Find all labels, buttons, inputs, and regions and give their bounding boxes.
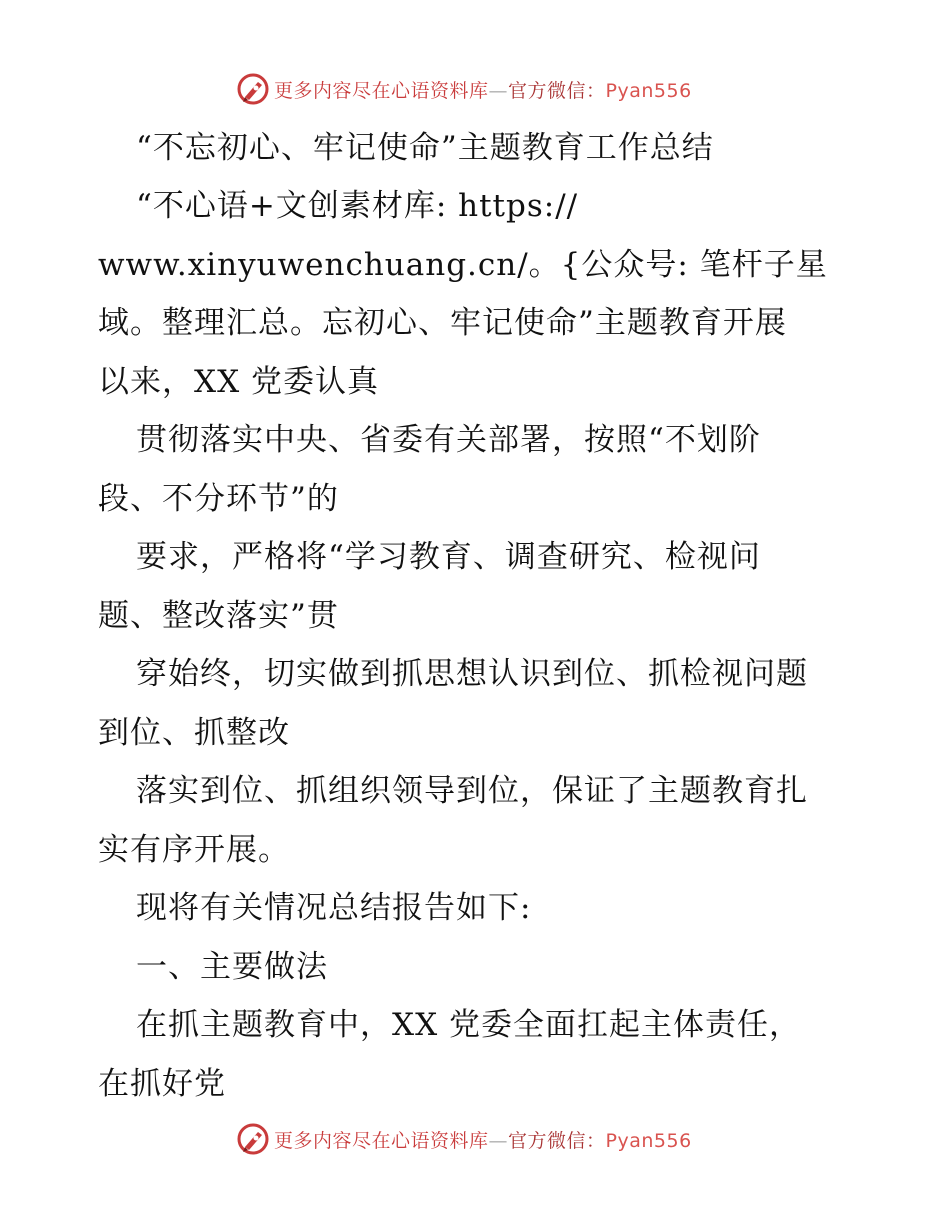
text-line: “不心语+文创素材库: https:// xyxy=(136,188,579,224)
pen-logo-icon xyxy=(236,1122,270,1156)
text-line: 域。整理汇总。忘初心、牢记使命”主题教育开展 xyxy=(98,305,787,341)
watermark-wechat-label: 官方微信： xyxy=(508,1129,606,1152)
watermark-wechat-id: Pyan556 xyxy=(605,1129,692,1152)
text-line: 实有序开展。 xyxy=(98,832,290,868)
text-line: 落实到位、抓组织领导到位，保证了主题教育扎 xyxy=(136,773,808,809)
watermark-banner-top xyxy=(236,71,692,107)
text-line: 在抓好党 xyxy=(98,1066,226,1102)
pen-logo-icon xyxy=(236,72,270,106)
text-line: 现将有关情况总结报告如下: xyxy=(136,890,532,926)
text-line: 段、不分环节”的 xyxy=(98,481,339,517)
text-line: 到位、抓整改 xyxy=(98,715,290,751)
watermark-wechat-id: Pyan556 xyxy=(605,79,692,102)
text-line: 在抓主题教育中，XX 党委全面扛起主体责任， xyxy=(136,1007,801,1043)
text-line: 贯彻落实中央、省委有关部署，按照“不划阶 xyxy=(136,422,761,458)
watermark-wechat-label: 官方微信： xyxy=(508,79,606,102)
section-heading: 一、主要做法 xyxy=(136,949,328,985)
document-title: “不忘初心、牢记使命”主题教育工作总结 xyxy=(136,130,714,166)
watermark-site: 更多内容尽在心语资料库 xyxy=(274,1129,489,1152)
watermark-banner-bottom xyxy=(236,1121,692,1157)
text-line: 题、整改落实”贯 xyxy=(98,598,339,634)
text-line: 要求，严格将“学习教育、调查研究、检视问 xyxy=(136,539,761,575)
text-line: www.xinyuwenchuang.cn/。{公众号: 笔杆子星 xyxy=(98,247,828,283)
watermark-text xyxy=(274,76,692,103)
watermark-separator: — xyxy=(488,1129,509,1152)
watermark-text xyxy=(274,1126,692,1153)
text-line: 以来，XX 党委认真 xyxy=(98,364,379,400)
text-line: 穿始终，切实做到抓思想认识到位、抓检视问题 xyxy=(136,656,808,692)
watermark-separator: — xyxy=(488,79,509,102)
watermark-site: 更多内容尽在心语资料库 xyxy=(274,79,489,102)
